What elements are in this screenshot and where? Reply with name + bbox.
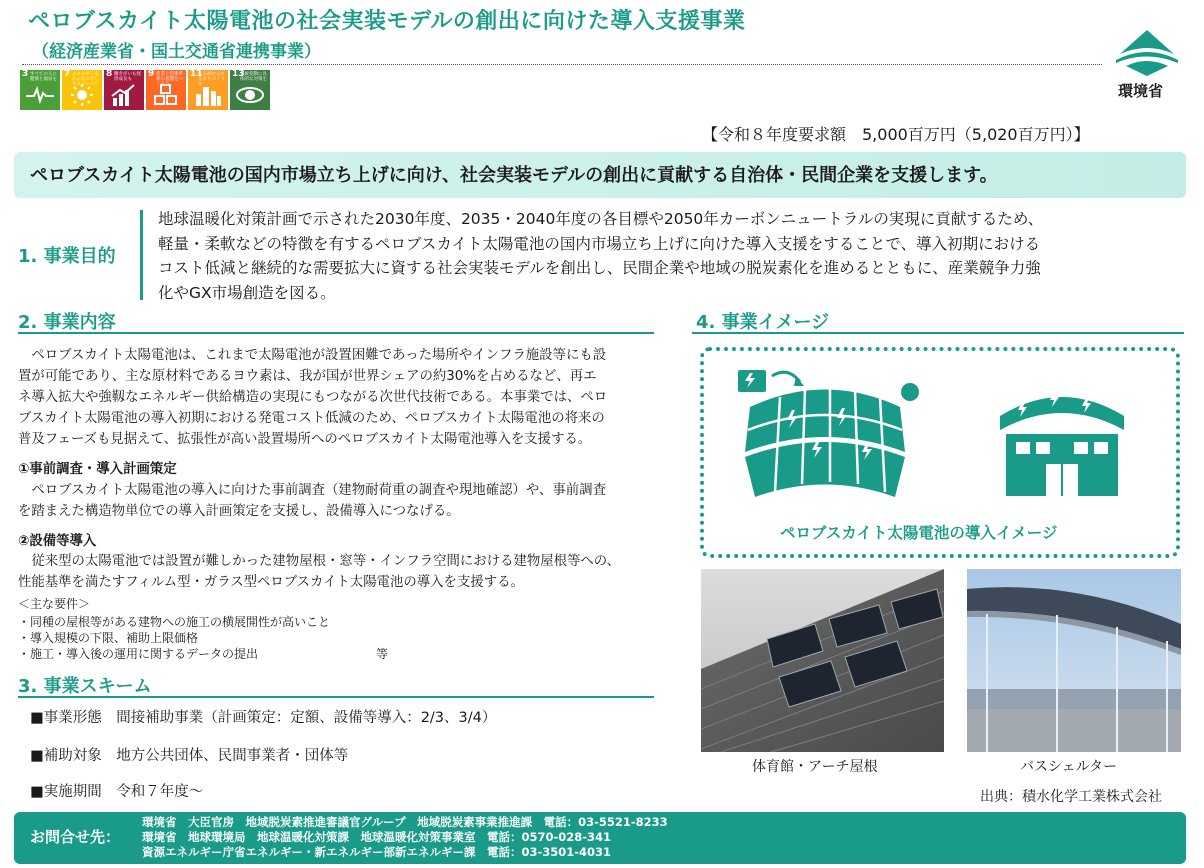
sdg-goal-7: 7 エネルギーをみんなにそしてクリーンに (62, 70, 102, 110)
photo-source: 出典：積水化学工業株式会社 (980, 789, 1162, 805)
bus-shelter-photo (967, 569, 1181, 752)
intro-line: ペロブスカイト太陽電池は、これまで太陽電池が設置困難であった場所やインフラ施設等にも設 (18, 348, 607, 363)
summary-banner-text: ペロブスカイト太陽電池の国内市場立ち上げに向け、社会実装モデルの創出に貢献する自治体・民間企業を支援します。 (30, 165, 998, 186)
intro-line: ネ導入拡大や強靱なエネルギー供給構造の実現にもつながる次世代技術である。本事業では、ペロ (18, 390, 608, 405)
contact-line: 環境省 大臣官房 地域脱炭素推進審議官グループ 地域脱炭素事業推進課 電話：03-5521-8233 (142, 815, 668, 829)
scheme-item: ■事業形態 間接補助事業（計画策定：定額、設備等導入：2/3、3/4） (30, 710, 497, 726)
page-title: ペロブスカイト太陽電池の社会実装モデルの創出に向けた導入支援事業 (28, 9, 746, 34)
cubes-icon (152, 84, 180, 106)
city-icon (194, 84, 222, 106)
growth-chart-icon (110, 84, 138, 106)
sdg-goal-8: 8 働きがいも経済成長も (104, 70, 144, 110)
image-caption: ペロブスカイト太陽電池の導入イメージ (780, 524, 1058, 542)
sdg-goal-9: 9 産業と技術革新の基盤をつくろう (146, 70, 186, 110)
contact-line: 環境省 地球環境局 地球温暖化対策課 地球温暖化対策事業室 電話：0570-028-341 (142, 830, 612, 844)
item2-text (18, 551, 620, 593)
section-purpose-heading: 1. 事業目的 (18, 246, 116, 267)
gym-roof-photo (701, 569, 944, 752)
sun-icon (68, 84, 96, 106)
contact-label: お問合せ先： (30, 828, 121, 846)
section-scheme-heading: 3. 事業スキーム (18, 676, 152, 697)
item1-line: を踏まえた構造物単位での導入計画策定を支援し、設備導入につなげる。 (18, 504, 460, 519)
requirements-title: ＜主な要件＞ (18, 597, 91, 611)
intro-line: ブスカイト太陽電池の導入初期における発電コスト低減のため、ペロブスカイト太陽電池の将来の (18, 411, 605, 426)
header-divider (22, 64, 1102, 65)
building-solar-icon (992, 378, 1132, 498)
section-content-intro (18, 345, 678, 450)
heartbeat-icon (26, 84, 54, 104)
requirements-list (18, 614, 330, 662)
item2-line: 性能基準を満たすフィルム型・ガラス型ペロブスカイト太陽電池の導入を支援する。 (18, 575, 524, 590)
ministry-name: 環境省 (1118, 82, 1164, 100)
sdg-icon-row (20, 70, 270, 110)
section-image-heading: 4. 事業イメージ (696, 312, 830, 333)
intro-line: 普及フェーズも見据えて、拡張性が高い設置場所へのペロブスカイト太陽電池導入を支援する。 (18, 432, 592, 447)
section-image-rule (692, 332, 1184, 334)
section-purpose-text (158, 207, 1188, 305)
photo2-label: バスシェルター (1020, 759, 1118, 775)
requirement-item: ・同種の屋根等がある建物への施工の横展開性が高いこと (18, 615, 331, 629)
sdg-goal-13: 13 気候変動に具体的な対策を (230, 70, 270, 110)
purpose-line: 地球温暖化対策計画で示された2030年度、2035・2040年度の各目標や2050年カーボンニュートラルの実現に貢献するため、 (158, 210, 1044, 228)
purpose-line: コスト低減と継続的な需要拡大に資する社会実装モデルを創出し、民間企業や地域の脱炭素化を進めるとともに、産業競争力強 (158, 259, 1041, 277)
intro-line: 置が可能であり、主な原材料であるヨウ素は、我が国が世界シェアの約30%を占めるなど、再エ (18, 369, 597, 384)
item2-line: 従来型の太陽電池では設置が難しかった建物屋根・窓等・インフラ空間における建物屋根等への、 (18, 554, 621, 569)
section-content-heading: 2. 事業内容 (18, 312, 116, 333)
sdg-goal-3: 3 すべての人に健康と福祉を (20, 70, 60, 110)
item1-text (18, 480, 606, 522)
photo1-label: 体育館・アーチ屋根 (752, 759, 878, 775)
item1-line: ペロブスカイト太陽電池の導入に向けた事前調査（建物耐荷重の調査や現地確認）や、事前調査 (18, 483, 606, 498)
sdg-goal-11: 11 住み続けられるまちづくりを (188, 70, 228, 110)
item1-title: ①事前調査・導入計画策定 (18, 462, 177, 477)
purpose-line: 軽量・柔軟などの特徴を有するペロブスカイト太陽電池の国内市場立ち上げに向けた導入支援をすることで、導入初期における (158, 234, 1041, 253)
section-scheme-rule (18, 696, 654, 698)
section-purpose-bar (140, 210, 143, 300)
section-content-rule (18, 332, 654, 334)
requirement-item: ・導入規模の下限、補助上限価格 (18, 631, 199, 645)
purpose-line: 化やGX市場創造を図る。 (158, 283, 336, 302)
scheme-item: ■実施期間 令和７年度～ (30, 784, 204, 800)
requirements-suffix: 等 (376, 647, 389, 661)
budget-request: 【令和８年度要求額 5,000百万円（5,020百万円）】 (702, 125, 1090, 144)
contact-line: 資源エネルギー庁省エネルギー・新エネルギー部新エネルギー課 電話：03-3501-4031 (142, 845, 612, 859)
stadium-solar-icon (730, 362, 920, 512)
eye-globe-icon (236, 84, 264, 106)
requirement-item: ・施工・導入後の運用に関するデータの提出 (18, 647, 259, 661)
ministry-logo-icon (1112, 26, 1182, 78)
page-subtitle: （経済産業省・国土交通省連携事業） (32, 42, 321, 62)
scheme-item: ■補助対象 地方公共団体、民間事業者・団体等 (30, 748, 349, 764)
item2-title: ②設備等導入 (18, 534, 97, 549)
